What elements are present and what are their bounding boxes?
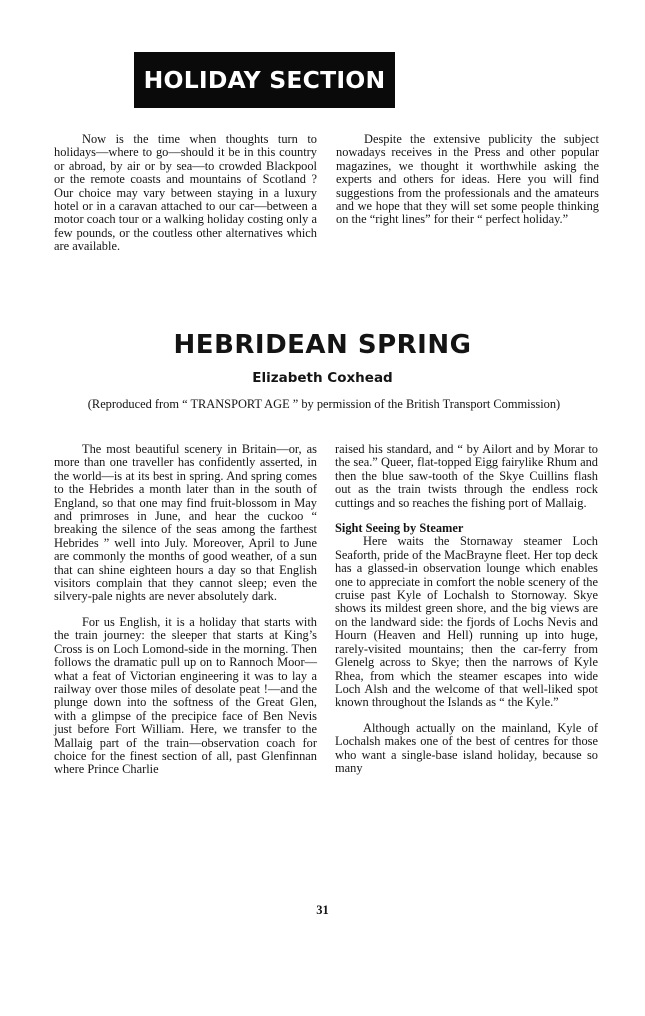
intro-paragraph: Now is the time when thoughts turn to holidays—where to go—should it be in this country or abroad, by air or by sea—to crowded Blackpool or the remote coasts and mountains of Scotland ? Our choice may vary between staying in a luxury hotel or in a caravan attached to our car—between a motor coach tour or a walking holiday costing only a few pounds, or the coutless other alternatives which are available. [54, 132, 317, 254]
article-paragraph: For us English, it is a holiday that starts with the train journey: the sleeper that starts at King’s Cross is on Loch Lomond-side in the morning. Then follows the dramatic pull up on to Rannoch Moor—what a feat of Victorian engineering it was to lay a railway over those miles of desolate peat !—and the plunge down into the softness of the Great Glen, with a glimpse of the precipice face of Ben Nevis just before Fort William. Here, we transfer to the Mallaig part of the train—observation coach for choice for the finest section of all, past Glenfinnan where Prince Charlie [54, 614, 317, 777]
section-banner-text: HOLIDAY SECTION [143, 66, 386, 94]
article-right-column [335, 443, 598, 775]
article-paragraph: The most beautiful scenery in Britain—or, as more than one traveller has confidently asserted, in the world—is at its best in spring. And spring comes to the Hebrides a month later than in the south of England, so that one may find fruit-blossom in May and primroses in June, and hear the cuckoo “ breaking the silence of the seas among the farthest Hebrides ” well into July. Moreover, April to June are commonly the months of good weather, of a sun that can shine eighteen hours a day so that English visitors complain that they cannot sleep; even the silvery-pale nights are never absolutely dark. [54, 442, 317, 604]
section-banner [134, 52, 395, 108]
article-paragraph: Although actually on the mainland, Kyle of Lochalsh makes one of the best of centres for those who want a single-base island holiday, because so many [335, 720, 598, 775]
article-author: Elizabeth Coxhead [252, 370, 393, 386]
page-number: 31 [316, 903, 329, 917]
article-subheading: Sight Seeing by Steamer [335, 521, 464, 536]
article-left-column [54, 443, 317, 777]
article-credit: (Reproduced from “ TRANSPORT AGE ” by permission of the British Transport Commission) [87, 397, 561, 411]
article-title: HEBRIDEAN SPRING [173, 330, 472, 360]
article-paragraph-continuation: raised his standard, and “ by Ailort and by Morar to the sea.” Queer, flat-topped Eigg fairylike Rhum and then the blue saw-tooth of the Skye Cuillins flash out as the train twists through the endless rock cuttings and so reaches the fishing port of Mallaig. [335, 442, 598, 510]
intro-left-column [54, 133, 317, 254]
intro-paragraph: Despite the extensive publicity the subject nowadays receives in the Press and other popular magazines, we thought it worthwhile asking the experts and others for ideas. Here you will find suggestions from the professionals and the amateurs and we hope that they will set some people thinking on the “right lines” for their “ perfect holiday.” [336, 132, 599, 227]
article-paragraph: Here waits the Stornaway steamer Loch Seaforth, pride of the MacBrayne fleet. Her top deck has a glassed-in observation lounge which enables one to appreciate in comfort the noble scenery of the cruise past Kyle of Lochalsh to Stornoway. Skye shows its mildest green shore, and the big views are on the landward side: the fjords of Lochs Nevis and Hourn (Heaven and Hell) running up into huge, rarely-visited mountains; then the car-ferry from Glenelg across to Skye; then the narrows of Kyle Rhea, from which the steamer escapes into wide Loch Alsh and the welcome of that well-liked spot known throughout the Islands as “ the Kyle.” [335, 534, 598, 710]
intro-right-column [336, 133, 599, 227]
